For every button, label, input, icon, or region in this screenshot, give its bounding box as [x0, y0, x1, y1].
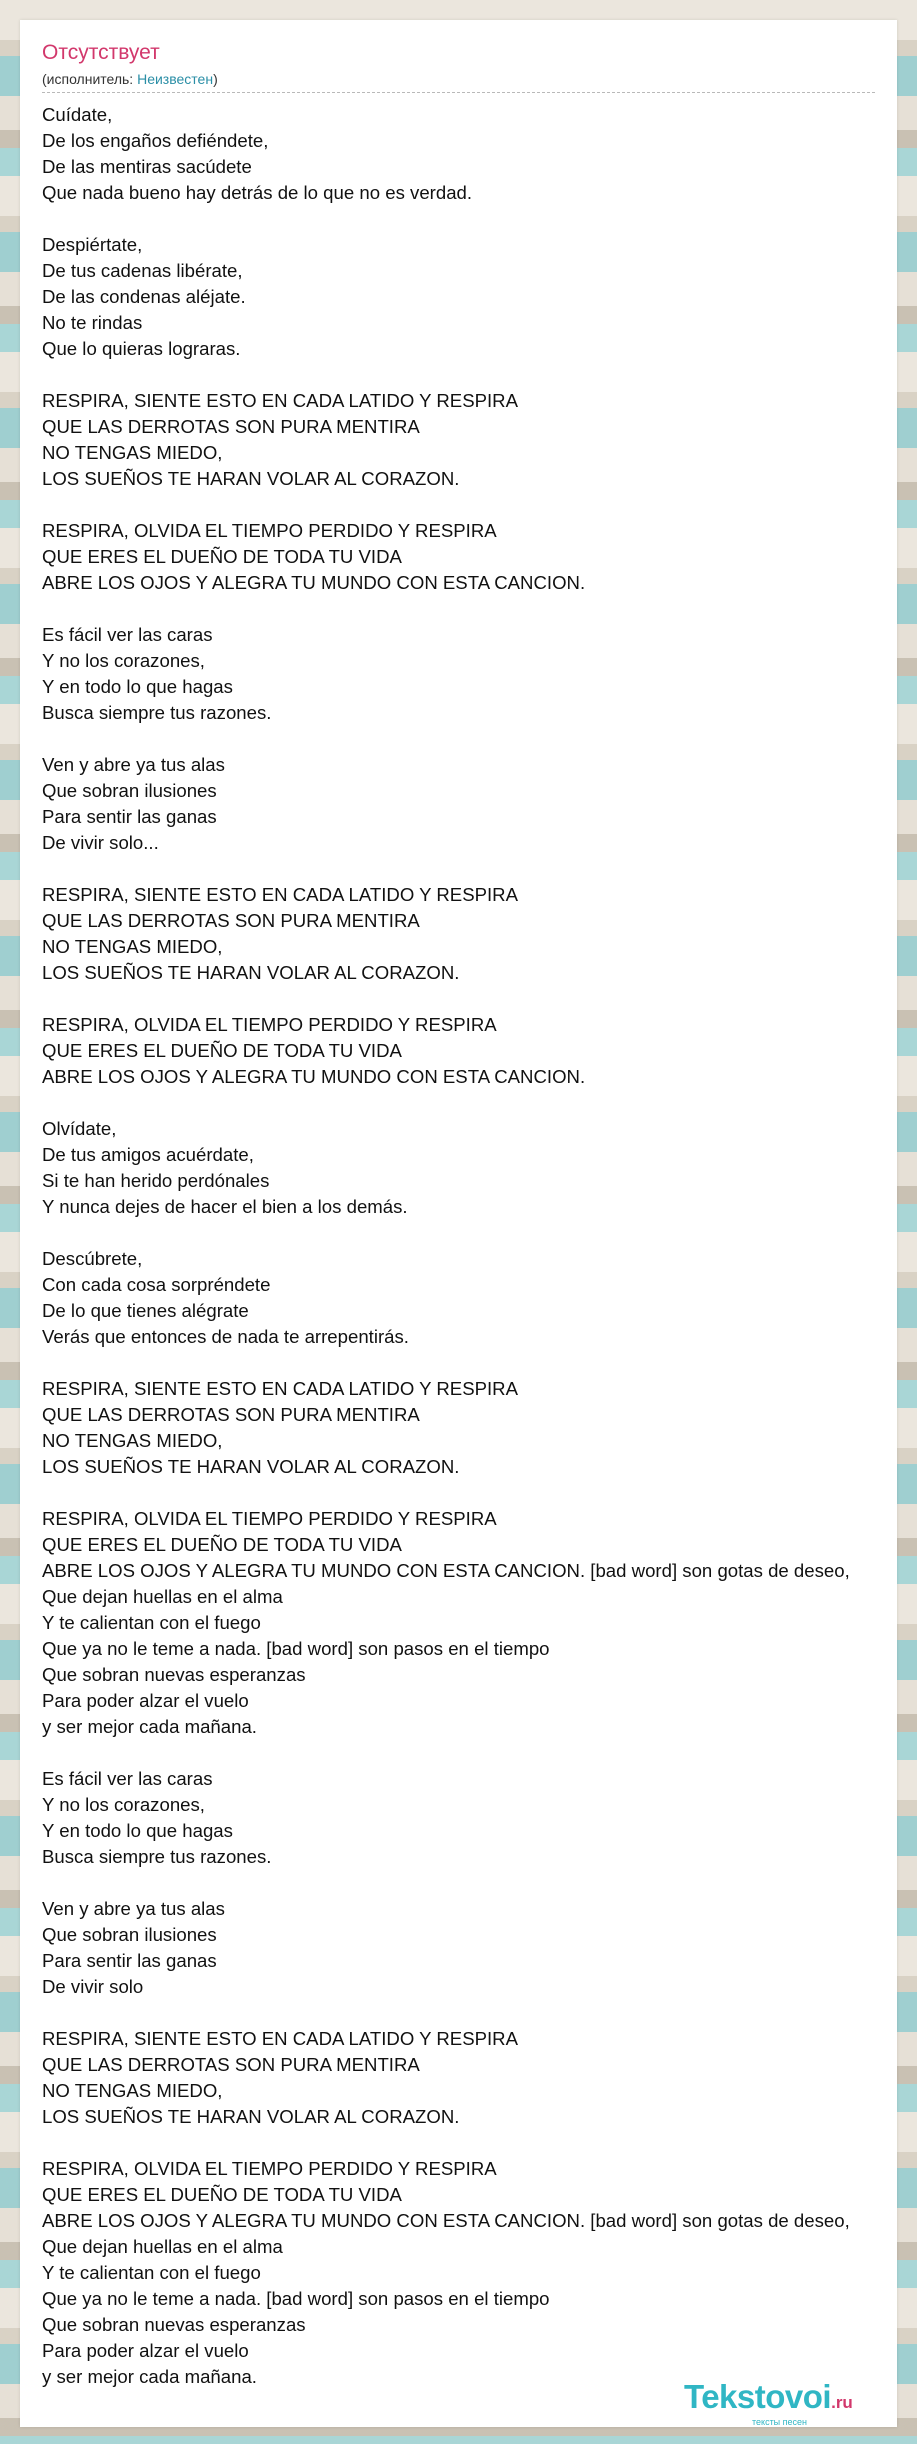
lyric-line: Olvídate, — [42, 1118, 117, 1139]
lyric-line: QUE ERES EL DUEÑO DE TODA TU VIDA — [42, 2184, 402, 2205]
logo-tld: .ru — [831, 2393, 853, 2412]
lyric-line: Y nunca dejes de hacer el bien a los demás. — [42, 1196, 408, 1217]
lyrics-stanza — [42, 1012, 902, 1090]
content-card — [20, 20, 897, 2427]
tekstovoi-logo[interactable] — [684, 2378, 853, 2427]
lyric-line: Si te han herido perdónales — [42, 1170, 270, 1191]
lyrics-stanza — [42, 388, 902, 492]
lyric-line: NO TENGAS MIEDO, — [42, 2080, 223, 2101]
lyric-line: De tus amigos acuérdate, — [42, 1144, 254, 1165]
performer-link[interactable]: Неизвестен — [137, 71, 214, 87]
lyric-line: ABRE LOS OJOS Y ALEGRA TU MUNDO CON ESTA CANCION. — [42, 572, 586, 593]
lyrics-stanza — [42, 2026, 902, 2130]
lyric-line: Que dejan huellas en el alma — [42, 1586, 283, 1607]
lyric-line: QUE LAS DERROTAS SON PURA MENTIRA — [42, 416, 420, 437]
lyric-line: Y te calientan con el fuego — [42, 2262, 261, 2283]
lyric-line: QUE LAS DERROTAS SON PURA MENTIRA — [42, 910, 420, 931]
lyric-line: y ser mejor cada mañana. — [42, 1716, 257, 1737]
lyric-line: RESPIRA, OLVIDA EL TIEMPO PERDIDO Y RESPIRA — [42, 520, 497, 541]
lyric-line: No te rindas — [42, 312, 143, 333]
logo-tagline: тексты песен — [752, 2417, 808, 2427]
lyric-line: De tus cadenas libérate, — [42, 260, 243, 281]
lyric-line: De lo que tienes alégrate — [42, 1300, 249, 1321]
lyric-line: De vivir solo... — [42, 832, 159, 853]
lyric-line: Es fácil ver las caras — [42, 624, 213, 645]
lyric-line: ABRE LOS OJOS Y ALEGRA TU MUNDO CON ESTA CANCION. [bad word] son gotas de deseo, — [42, 2210, 850, 2231]
lyrics-stanza — [42, 622, 902, 726]
performer-line — [42, 71, 218, 87]
lyric-line: Que sobran nuevas esperanzas — [42, 2314, 306, 2335]
lyric-line: Ven y abre ya tus alas — [42, 754, 225, 775]
lyric-line: Que sobran ilusiones — [42, 1924, 217, 1945]
lyrics-stanza — [42, 882, 902, 986]
lyric-line: RESPIRA, SIENTE ESTO EN CADA LATIDO Y RESPIRA — [42, 1378, 519, 1399]
lyric-line: Que lo quieras lograras. — [42, 338, 241, 359]
lyric-line: Ven y abre ya tus alas — [42, 1898, 225, 1919]
lyric-line: Que nada bueno hay detrás de lo que no es verdad. — [42, 182, 473, 203]
lyric-line: LOS SUEÑOS TE HARAN VOLAR AL CORAZON. — [42, 2106, 460, 2127]
lyric-line: Y no los corazones, — [42, 1794, 205, 1815]
lyric-line: NO TENGAS MIEDO, — [42, 936, 223, 957]
lyrics-stanza — [42, 1116, 902, 1220]
performer-prefix: (исполнитель: — [42, 71, 138, 87]
lyric-line: Que dejan huellas en el alma — [42, 2236, 283, 2257]
lyric-line: Busca siempre tus razones. — [42, 702, 272, 723]
lyric-line: Verás que entonces de nada te arrepentirás. — [42, 1326, 409, 1347]
lyric-line: QUE LAS DERROTAS SON PURA MENTIRA — [42, 1404, 420, 1425]
dashed-divider — [42, 92, 875, 93]
lyrics-stanza — [42, 1896, 902, 2000]
lyric-line: RESPIRA, SIENTE ESTO EN CADA LATIDO Y RESPIRA — [42, 884, 519, 905]
lyric-line: De los engaños defiéndete, — [42, 130, 269, 151]
lyrics-stanza — [42, 518, 902, 596]
lyric-line: QUE ERES EL DUEÑO DE TODA TU VIDA — [42, 1534, 402, 1555]
performer-suffix: ) — [213, 71, 218, 87]
lyric-line: Para poder alzar el vuelo — [42, 1690, 249, 1711]
lyrics-stanza — [42, 1246, 902, 1350]
lyric-line: Y te calientan con el fuego — [42, 1612, 261, 1633]
lyrics-stanza — [42, 1766, 902, 1870]
lyric-line: Para poder alzar el vuelo — [42, 2340, 249, 2361]
lyric-line: LOS SUEÑOS TE HARAN VOLAR AL CORAZON. — [42, 962, 460, 983]
lyric-line: QUE LAS DERROTAS SON PURA MENTIRA — [42, 2054, 420, 2075]
lyric-line: ABRE LOS OJOS Y ALEGRA TU MUNDO CON ESTA CANCION. [bad word] son gotas de deseo, — [42, 1560, 850, 1581]
lyric-line: De las condenas aléjate. — [42, 286, 246, 307]
lyric-line: RESPIRA, SIENTE ESTO EN CADA LATIDO Y RESPIRA — [42, 2028, 519, 2049]
logo-brand: Tekstovoi — [684, 2378, 832, 2415]
lyric-line: Despiértate, — [42, 234, 143, 255]
lyrics-stanza — [42, 1506, 902, 1740]
lyric-line: QUE ERES EL DUEÑO DE TODA TU VIDA — [42, 546, 402, 567]
lyric-line: Y en todo lo que hagas — [42, 1820, 233, 1841]
lyrics-stanza — [42, 1376, 902, 1480]
lyric-line: Con cada cosa sorpréndete — [42, 1274, 271, 1295]
lyric-line: Cuídate, — [42, 104, 113, 125]
lyric-line: RESPIRA, OLVIDA EL TIEMPO PERDIDO Y RESPIRA — [42, 2158, 497, 2179]
lyrics-body — [42, 102, 902, 2416]
lyrics-stanza — [42, 752, 902, 856]
lyric-line: RESPIRA, OLVIDA EL TIEMPO PERDIDO Y RESPIRA — [42, 1508, 497, 1529]
lyric-line: QUE ERES EL DUEÑO DE TODA TU VIDA — [42, 1040, 402, 1061]
lyric-line: Y no los corazones, — [42, 650, 205, 671]
lyric-line: Para sentir las ganas — [42, 806, 217, 827]
lyric-line: Descúbrete, — [42, 1248, 143, 1269]
lyrics-stanza — [42, 102, 902, 206]
lyric-line: De las mentiras sacúdete — [42, 156, 252, 177]
lyric-line: LOS SUEÑOS TE HARAN VOLAR AL CORAZON. — [42, 468, 460, 489]
lyric-line: ABRE LOS OJOS Y ALEGRA TU MUNDO CON ESTA CANCION. — [42, 1066, 586, 1087]
lyric-line: NO TENGAS MIEDO, — [42, 1430, 223, 1451]
lyric-line: Y en todo lo que hagas — [42, 676, 233, 697]
lyrics-stanza — [42, 2156, 902, 2390]
lyric-line: Que sobran ilusiones — [42, 780, 217, 801]
song-title: Отсутствует — [42, 41, 160, 64]
lyrics-stanza — [42, 232, 902, 362]
lyric-line: Que sobran nuevas esperanzas — [42, 1664, 306, 1685]
lyric-line: Busca siempre tus razones. — [42, 1846, 272, 1867]
lyric-line: Para sentir las ganas — [42, 1950, 217, 1971]
lyric-line: NO TENGAS MIEDO, — [42, 442, 223, 463]
lyric-line: Que ya no le teme a nada. [bad word] son pasos en el tiempo — [42, 2288, 550, 2309]
lyric-line: RESPIRA, SIENTE ESTO EN CADA LATIDO Y RESPIRA — [42, 390, 519, 411]
lyric-line: Que ya no le teme a nada. [bad word] son pasos en el tiempo — [42, 1638, 550, 1659]
lyric-line: y ser mejor cada mañana. — [42, 2366, 257, 2387]
lyric-line: De vivir solo — [42, 1976, 144, 1997]
lyric-line: LOS SUEÑOS TE HARAN VOLAR AL CORAZON. — [42, 1456, 460, 1477]
lyric-line: RESPIRA, OLVIDA EL TIEMPO PERDIDO Y RESPIRA — [42, 1014, 497, 1035]
lyric-line: Es fácil ver las caras — [42, 1768, 213, 1789]
